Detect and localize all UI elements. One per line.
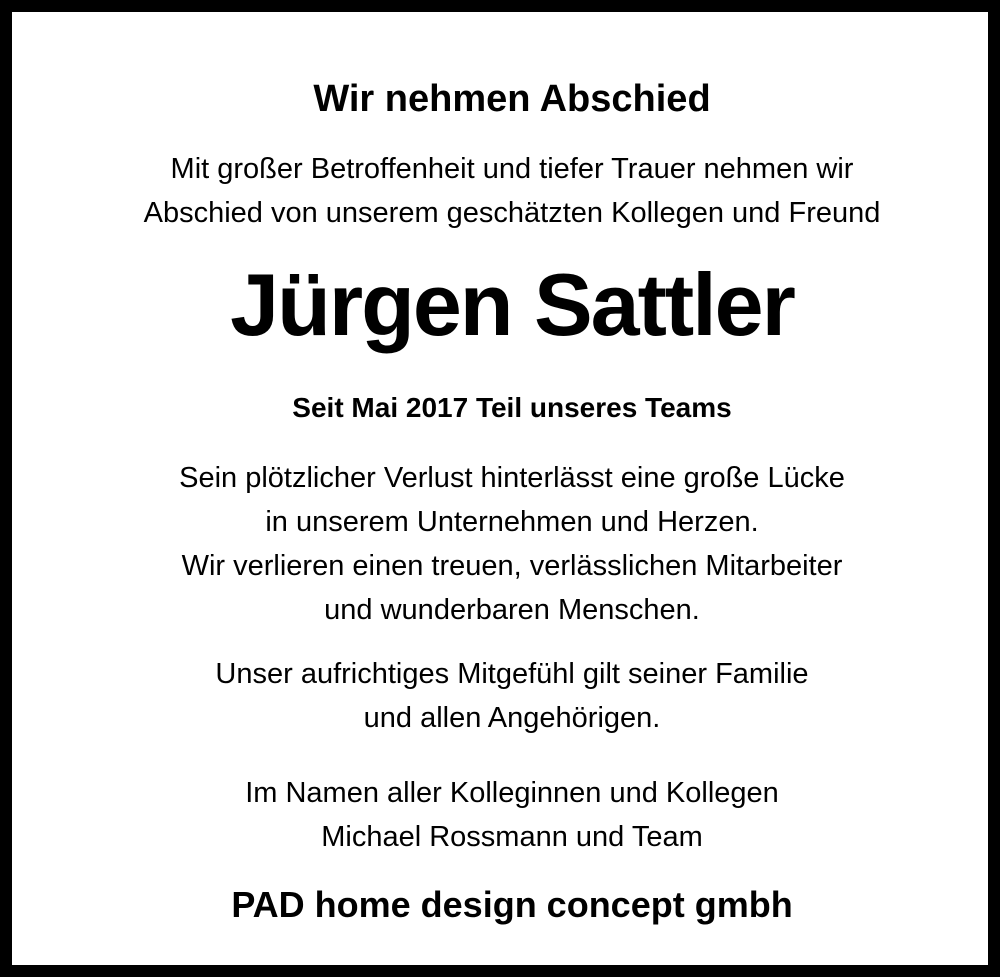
signature-line-2: Michael Rossmann und Team — [321, 821, 703, 853]
deceased-name: Jürgen Sattler — [230, 255, 794, 354]
paragraph2-line-2: und allen Angehörigen. — [363, 702, 661, 734]
intro-line-1: Mit großer Betroffenheit und tiefer Trauer nehmen wir — [170, 153, 854, 185]
paragraph1-line-3: Wir verlieren einen treuen, verlässlichen Mitarbeiter — [181, 550, 843, 582]
intro-line-2: Abschied von unserem geschätzten Kollegen und Freund — [143, 197, 881, 229]
notice-heading: Wir nehmen Abschied — [313, 78, 711, 120]
paragraph1-line-4: und wunderbaren Menschen. — [324, 594, 700, 626]
paragraph1-line-1: Sein plötzlicher Verlust hinterlässt eine große Lücke — [179, 462, 845, 494]
signature-line-1: Im Namen aller Kolleginnen und Kollegen — [245, 777, 779, 809]
company-name: PAD home design concept gmbh — [231, 884, 793, 925]
paragraph1-line-2: in unserem Unternehmen und Herzen. — [265, 506, 759, 538]
tenure-line: Seit Mai 2017 Teil unseres Teams — [292, 392, 732, 423]
paragraph2-line-1: Unser aufrichtiges Mitgefühl gilt seiner Familie — [215, 658, 809, 690]
